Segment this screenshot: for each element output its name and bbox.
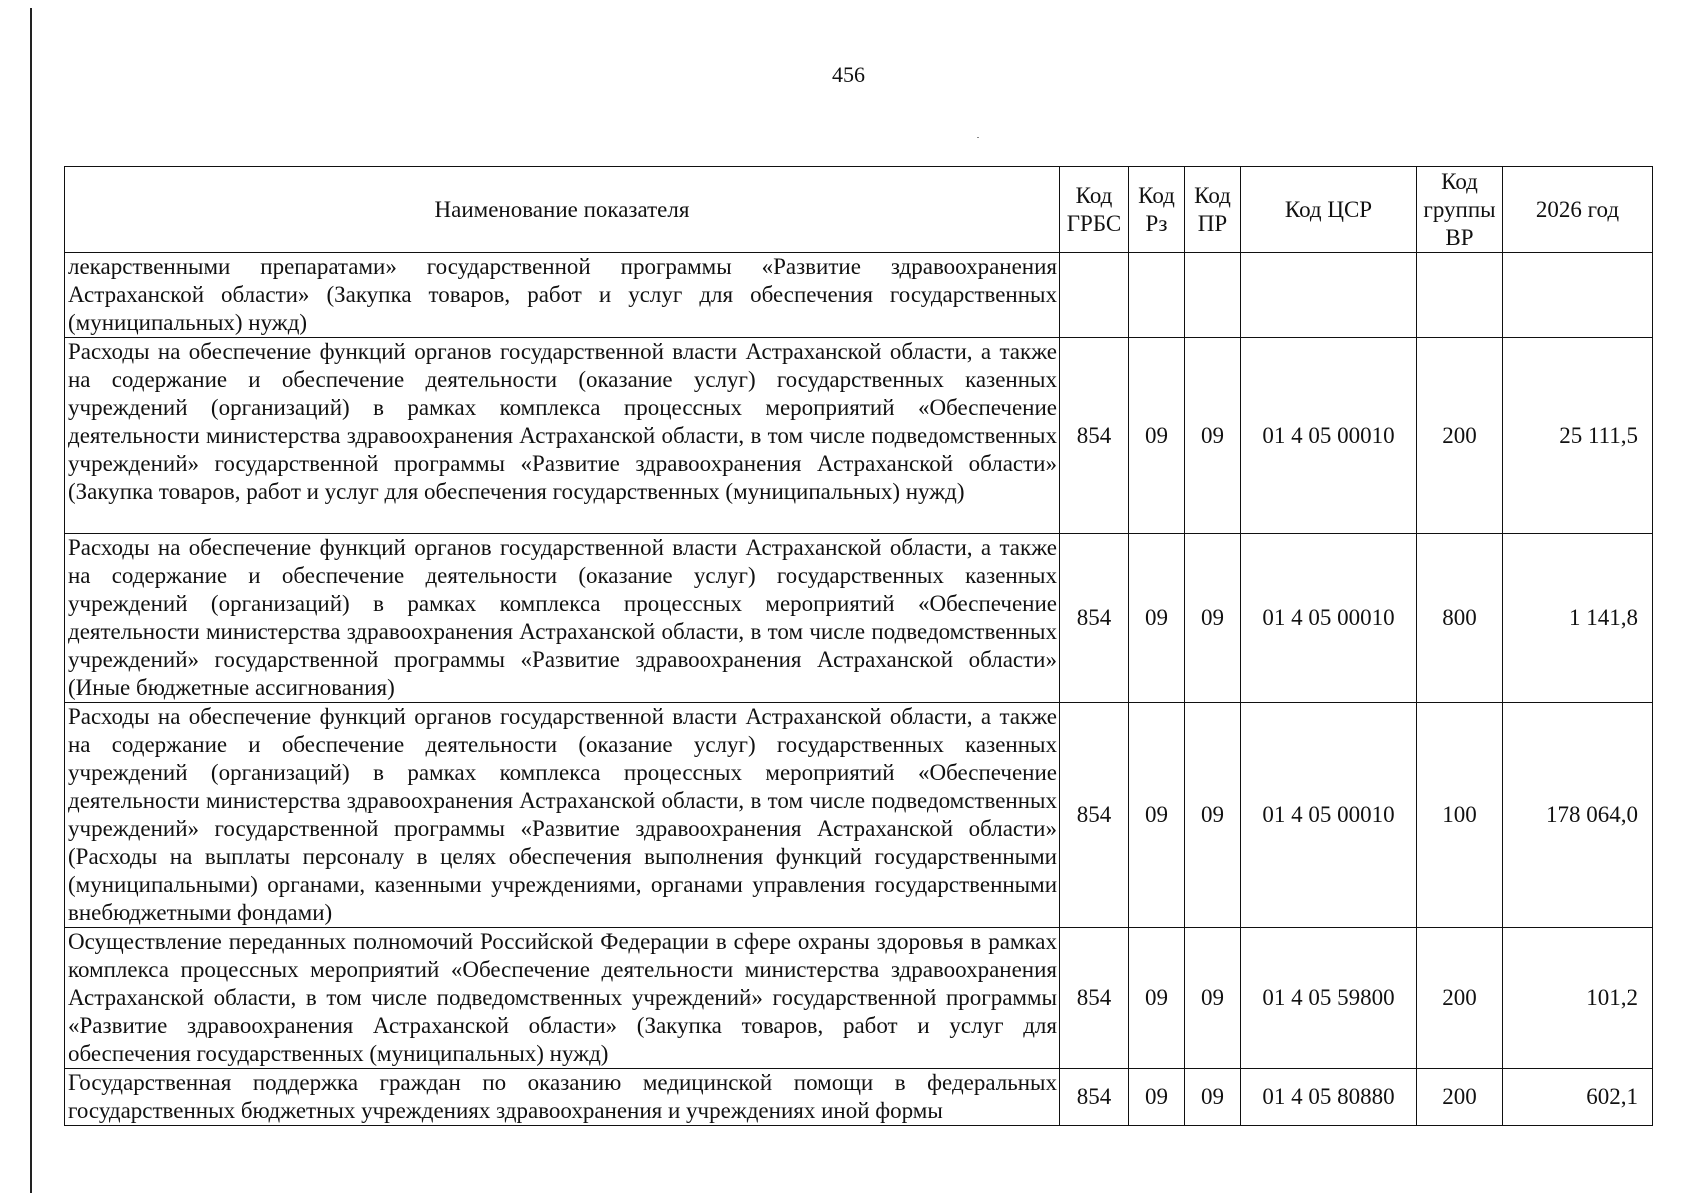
cell-pr: 09 bbox=[1185, 703, 1241, 928]
cell-csr: 01 4 05 00010 bbox=[1241, 534, 1417, 703]
cell-grbs: 854 bbox=[1060, 1069, 1129, 1126]
cell-year: 1 141,8 bbox=[1503, 534, 1653, 703]
header-year: 2026 год bbox=[1503, 167, 1653, 253]
cell-pr: 09 bbox=[1185, 338, 1241, 534]
cell-grbs: 854 bbox=[1060, 928, 1129, 1069]
cell-rz: 09 bbox=[1129, 534, 1185, 703]
cell-rz: 09 bbox=[1129, 338, 1185, 534]
table-row bbox=[65, 1069, 1653, 1126]
header-csr: Код ЦСР bbox=[1241, 167, 1417, 253]
table-row bbox=[65, 253, 1653, 338]
cell-pr: 09 bbox=[1185, 534, 1241, 703]
cell-name: Осуществление переданных полномочий Российской Федерации в сфере охраны здоровья в рамках комплекса процессных мероприятий «Обеспечение деятельности министерства здравоохранения Астраханской области, в том числе подведомственных учреждений» государственной программы «Развитие здравоохранения Астраханской области» (Закупка товаров, работ и услуг для обеспечения государственных (муниципальных) нужд) bbox=[65, 928, 1060, 1069]
cell-grbs bbox=[1060, 253, 1129, 338]
cell-year: 25 111,5 bbox=[1503, 338, 1653, 534]
cell-vr: 200 bbox=[1417, 928, 1503, 1069]
cell-vr: 100 bbox=[1417, 703, 1503, 928]
table-row bbox=[65, 338, 1653, 534]
cell-grbs: 854 bbox=[1060, 703, 1129, 928]
cell-csr: 01 4 05 80880 bbox=[1241, 1069, 1417, 1126]
binding-edge-line bbox=[30, 8, 32, 1193]
cell-name: Государственная поддержка граждан по оказанию медицинской помощи в федеральных государственных бюджетных учреждениях здравоохранения и учреждениях иной формы bbox=[65, 1069, 1060, 1126]
table-row bbox=[65, 534, 1653, 703]
cell-pr bbox=[1185, 253, 1241, 338]
header-rz: Код Рз bbox=[1129, 167, 1185, 253]
cell-grbs: 854 bbox=[1060, 534, 1129, 703]
scan-artifact bbox=[977, 137, 979, 138]
budget-table bbox=[64, 166, 1653, 1126]
cell-csr: 01 4 05 00010 bbox=[1241, 703, 1417, 928]
cell-name: Расходы на обеспечение функций органов государственной власти Астраханской области, а также на содержание и обеспечение деятельности (оказание услуг) государственных казенных учреждений (организаций) в рамках комплекса процессных мероприятий «Обеспечение деятельности министерства здравоохранения Астраханской области, в том числе подведомственных учреждений» государственной программы «Развитие здравоохранения Астраханской области» (Расходы на выплаты персоналу в целях обеспечения выполнения функций государственными (муниципальными) органами, казенными учреждениями, органами управления государственными внебюджетными фондами) bbox=[65, 703, 1060, 928]
table-row bbox=[65, 928, 1653, 1069]
cell-year: 178 064,0 bbox=[1503, 703, 1653, 928]
cell-vr: 800 bbox=[1417, 534, 1503, 703]
cell-pr: 09 bbox=[1185, 928, 1241, 1069]
cell-rz: 09 bbox=[1129, 928, 1185, 1069]
cell-vr: 200 bbox=[1417, 1069, 1503, 1126]
cell-year bbox=[1503, 253, 1653, 338]
cell-grbs: 854 bbox=[1060, 338, 1129, 534]
cell-name: Расходы на обеспечение функций органов государственной власти Астраханской области, а также на содержание и обеспечение деятельности (оказание услуг) государственных казенных учреждений (организаций) в рамках комплекса процессных мероприятий «Обеспечение деятельности министерства здравоохранения Астраханской области, в том числе подведомственных учреждений» государственной программы «Развитие здравоохранения Астраханской области» (Закупка товаров, работ и услуг для обеспечения государственных (муниципальных) нужд) bbox=[65, 338, 1060, 534]
header-vr: Код группы ВР bbox=[1417, 167, 1503, 253]
table-header-row bbox=[65, 167, 1653, 253]
cell-csr bbox=[1241, 253, 1417, 338]
header-name: Наименование показателя bbox=[65, 167, 1060, 253]
page-number: 456 bbox=[832, 62, 865, 87]
header-grbs: Код ГРБС bbox=[1060, 167, 1129, 253]
cell-vr: 200 bbox=[1417, 338, 1503, 534]
cell-vr bbox=[1417, 253, 1503, 338]
cell-name: Расходы на обеспечение функций органов государственной власти Астраханской области, а также на содержание и обеспечение деятельности (оказание услуг) государственных казенных учреждений (организаций) в рамках комплекса процессных мероприятий «Обеспечение деятельности министерства здравоохранения Астраханской области, в том числе подведомственных учреждений» государственной программы «Развитие здравоохранения Астраханской области» (Иные бюджетные ассигнования) bbox=[65, 534, 1060, 703]
cell-csr: 01 4 05 00010 bbox=[1241, 338, 1417, 534]
cell-csr: 01 4 05 59800 bbox=[1241, 928, 1417, 1069]
table-row bbox=[65, 703, 1653, 928]
cell-rz: 09 bbox=[1129, 703, 1185, 928]
cell-name: лекарственными препаратами» государственной программы «Развитие здравоохранения Астраханской области» (Закупка товаров, работ и услуг для обеспечения государственных (муниципальных) нужд) bbox=[65, 253, 1060, 338]
cell-year: 602,1 bbox=[1503, 1069, 1653, 1126]
cell-rz: 09 bbox=[1129, 1069, 1185, 1126]
cell-year: 101,2 bbox=[1503, 928, 1653, 1069]
header-pr: Код ПР bbox=[1185, 167, 1241, 253]
cell-rz bbox=[1129, 253, 1185, 338]
cell-pr: 09 bbox=[1185, 1069, 1241, 1126]
